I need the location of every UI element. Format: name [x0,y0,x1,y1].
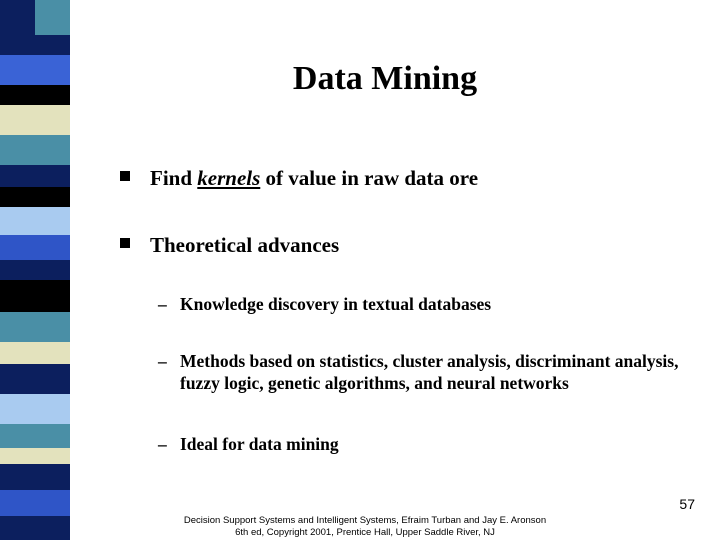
square-bullet-icon [120,171,130,181]
dash-marker: – [158,294,167,314]
slide-title: Data Mining [292,60,478,97]
stripe-block [0,280,70,312]
stripe-block [0,85,70,105]
stripe-block [0,55,70,85]
sub-bullet-text: Methods based on statistics, cluster analysis, discriminant analysis, fuzzy logic, genetic algorithms, and neural networks [180,351,679,393]
stripe-block [0,35,70,55]
bullet-item [120,233,680,259]
stripe-block [0,260,70,280]
stripe-block [0,424,70,448]
footer-citation [150,515,580,539]
stripe-block [0,364,70,394]
square-bullet-icon [120,238,130,248]
page-number: 57 [679,496,695,512]
stripe-block [0,394,70,424]
stripe-block [0,187,70,207]
stripe-block [0,165,70,187]
stripe-block [0,448,70,464]
stripe-block [0,464,70,490]
sub-bullet-item [158,433,710,455]
decorative-stripe [0,0,70,540]
stripe-block [0,516,70,540]
footer-line: Decision Support Systems and Intelligent Systems, Efraim Turban and Jay E. Aronson [183,515,547,526]
stripe-block [0,207,70,235]
stripe-block [35,0,70,35]
stripe-block [0,135,70,165]
footer-line: 6th ed, Copyright 2001, Prentice Hall, Upper Saddle River, NJ [235,527,495,538]
bullet-text: Find kernels of value in raw data ore [150,166,479,190]
stripe-block [0,105,70,135]
stripe-block [0,342,70,364]
stripe-block [0,0,35,35]
sub-bullet-text: Knowledge discovery in textual databases [180,294,492,314]
stripe-block [0,235,70,260]
bullet-text: Theoretical advances [150,233,340,257]
sub-bullet-item [158,350,710,394]
bullet-item [120,166,680,192]
dash-marker: – [158,351,167,371]
dash-marker: – [158,434,167,454]
stripe-block [0,490,70,516]
sub-bullet-text: Ideal for data mining [180,434,339,454]
stripe-block [0,312,70,342]
emphasized-word: kernels [197,166,261,190]
sub-bullet-item [158,293,710,315]
